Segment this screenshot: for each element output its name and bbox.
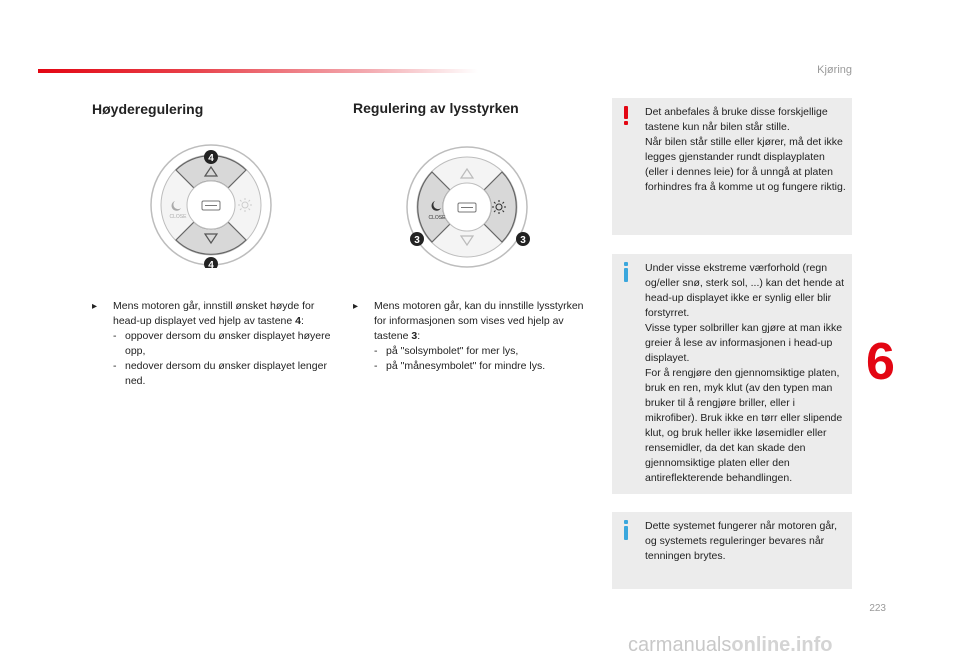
list-item: - på "månesymbolet" for mindre lys. (374, 360, 546, 372)
key-number: 3 (411, 330, 418, 342)
svg-text:3: 3 (414, 235, 420, 246)
warning-box (612, 98, 852, 235)
brightness-control-diagram (402, 144, 532, 275)
info-icon (620, 261, 632, 283)
list-item: - oppover dersom du ønsker displayet høyere opp, (113, 330, 331, 357)
instruction-paragraph: ▸ Mens motoren går, kan du innstille lysstyrken for informasjonen som vises ved hjelp av tastene 3: (353, 300, 584, 342)
warning-icon (620, 105, 632, 127)
svg-text:4: 4 (208, 260, 214, 268)
info-icon (620, 519, 632, 541)
close-label: CLOSE (428, 215, 446, 221)
info-text: Under visse ekstreme værforhold (regn og/eller snø, sterk sol, ...) kan det hende at head-up displayet ikke er synlig eller blir forstyrret. Visse typer solbriller kan gjøre at man ikke greier å lese av informasjonen i head-up displayet. For å rengjøre den gjennomsiktige platen, bruk en ren, myk klut (av den typen man bruker til å rengjøre briller, eller i mikrofiber). Bruk ikke en tørr eller slipende klut, og bruk heller ikke løsemidler eller rensemidler, da det kan skade den gjennomsiktige platen eller den antireflekterende behandlingen. (645, 262, 845, 484)
close-label: CLOSE (169, 214, 187, 220)
height-control-diagram (148, 142, 274, 273)
instruction-paragraph: ▸ Mens motoren går, innstill ønsket høyde for head-up displayet ved hjelp av tastene 4: (92, 300, 315, 327)
svg-text:3: 3 (520, 235, 526, 246)
section-title: Kjøring (817, 64, 852, 76)
page-number: 223 (869, 603, 886, 614)
list-item: - på "solsymbolet" for mer lys, (374, 345, 519, 357)
height-instructions (92, 299, 332, 389)
heading-brightness-adjustment: Regulering av lysstyrken (353, 100, 519, 116)
bullet-icon: ▸ (92, 301, 98, 312)
bullet-icon: ▸ (353, 301, 359, 312)
heading-height-adjustment: Høyderegulering (92, 101, 204, 117)
watermark[interactable]: carmanualsonline.info (628, 634, 833, 656)
header-accent-bar (38, 69, 478, 73)
info-text: Dette systemet fungerer når motoren går, og systemets reguleringer bevares når tenningen brytes. (645, 520, 838, 562)
chapter-number: 6 (866, 333, 895, 391)
svg-text:4: 4 (208, 153, 214, 164)
brightness-instructions (353, 299, 598, 374)
warning-text: Det anbefales å bruke disse forskjellige tastene kun når bilen står stille. Når bilen står stille eller kjører, må det ikke legges gjenstander rundt displayplaten (eller i dennes leie) for å unngå at platen forhindres fra å komme ut og fungere riktig. (645, 106, 846, 193)
info-box (612, 512, 852, 589)
info-box (612, 254, 852, 494)
list-item: - nedover dersom du ønsker displayet lenger ned. (113, 360, 327, 387)
key-number: 4 (295, 315, 301, 327)
